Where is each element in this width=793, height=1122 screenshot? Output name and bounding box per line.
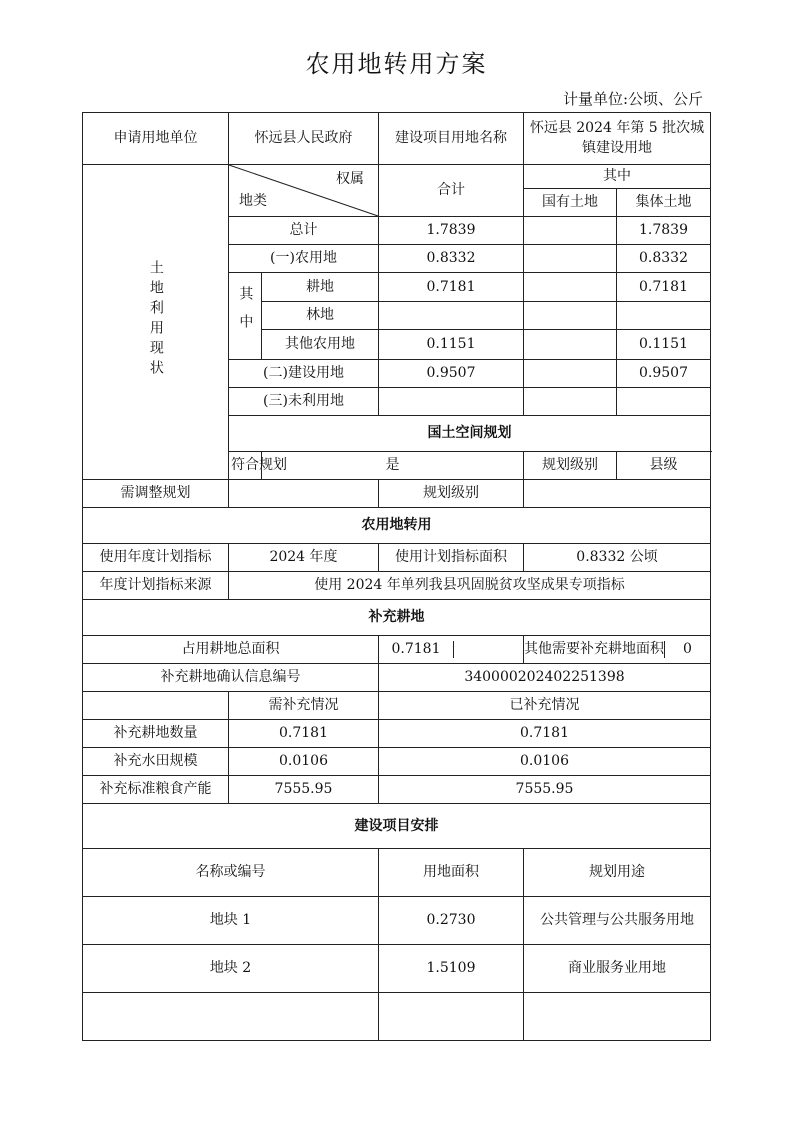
supplement-row-need: 0.7181: [229, 720, 379, 748]
confirm-value: 340000202402251398: [379, 664, 711, 692]
row-collective: 0.7181: [617, 273, 711, 302]
row-total: 0.1151: [379, 330, 524, 360]
row-collective: 1.7839: [617, 217, 711, 245]
row-name: (二)建设用地: [229, 360, 379, 388]
project-name: 地块 2: [83, 945, 379, 993]
conversion-section-title: 农用地转用: [83, 508, 711, 544]
row-state: [524, 360, 617, 388]
adjust-label: 需调整规划: [83, 480, 229, 508]
row-state: [524, 273, 617, 302]
project-area: [379, 993, 524, 1041]
unit-label: 计量单位:公顷、公斤: [562, 90, 703, 108]
row-total: 0.7181: [379, 273, 524, 302]
occupied-value: 0.7181: [379, 641, 454, 658]
supplement-row-name: 补充标准粮食产能: [83, 776, 229, 804]
project-value: 怀远县 2024 年第 5 批次城镇建设用地: [524, 113, 711, 165]
project-use: [524, 993, 711, 1041]
project-use: 商业服务业用地: [524, 945, 711, 993]
row-collective: [617, 302, 711, 330]
conversion-plan-table: [82, 112, 711, 1041]
supplement-row-done: 0.0106: [379, 748, 711, 776]
occupied-and-other-cell: [379, 636, 524, 664]
supplement-row-done: 7555.95: [379, 776, 711, 804]
row-name: (三)未利用地: [229, 388, 379, 416]
source-value: 使用 2024 年单列我县巩固脱贫攻坚成果专项指标: [229, 572, 711, 600]
projects-section-title: 建设项目安排: [83, 804, 711, 849]
planning-section-title: 国土空间规划: [229, 416, 711, 452]
supplement-row-name: 补充耕地数量: [83, 720, 229, 748]
applicant-label: 申请用地单位: [83, 113, 229, 165]
level-label: 规划级别: [524, 452, 617, 480]
supplement-section-title: 补充耕地: [83, 600, 711, 636]
col-area-header: 用地面积: [379, 849, 524, 897]
conform-value: 是: [262, 452, 524, 480]
plan-value: 2024 年度: [229, 544, 379, 572]
row-name: 林地: [262, 302, 379, 330]
supplement-row-need: 0.0106: [229, 748, 379, 776]
other-cell: [524, 636, 711, 664]
supplement-row-name: 补充水田规模: [83, 748, 229, 776]
row-name: 耕地: [262, 273, 379, 302]
row-name: 总计: [229, 217, 379, 245]
row-total: 0.9507: [379, 360, 524, 388]
level2-value: [524, 480, 711, 508]
need-header: 需补充情况: [229, 692, 379, 720]
project-use: 公共管理与公共服务用地: [524, 897, 711, 945]
area-label: 使用计划指标面积: [379, 544, 524, 572]
row-state: [524, 245, 617, 273]
occupied-label: 占用耕地总面积: [83, 636, 379, 664]
among-rows-label: 其中: [229, 273, 262, 360]
done-header: 已补充情况: [379, 692, 711, 720]
total-column-header: 合计: [379, 165, 524, 217]
project-area: 1.5109: [379, 945, 524, 993]
other-label: 其他需要补充耕地面积: [524, 641, 664, 658]
other-value: 0: [683, 641, 692, 658]
row-collective: 0.9507: [617, 360, 711, 388]
row-name: 其他农用地: [262, 330, 379, 360]
collective-land-header: 集体土地: [617, 189, 711, 217]
land-status-side-label: 土地利用现状: [83, 165, 229, 480]
project-name: 地块 1: [83, 897, 379, 945]
supplement-row-need: 7555.95: [229, 776, 379, 804]
adjust-value: [229, 480, 379, 508]
land-type-label: 地类: [239, 193, 267, 210]
plan-label: 使用年度计划指标: [83, 544, 229, 572]
confirm-label: 补充耕地确认信息编号: [83, 664, 379, 692]
row-state: [524, 302, 617, 330]
conform-label: 符合规划: [229, 452, 262, 480]
supplement-row-done: 0.7181: [379, 720, 711, 748]
diagonal-header-cell: [229, 165, 379, 217]
row-total: 0.8332: [379, 245, 524, 273]
page-title: 农用地转用方案: [305, 50, 488, 78]
ownership-label: 权属: [336, 171, 364, 187]
row-total: [379, 302, 524, 330]
row-total: 1.7839: [379, 217, 524, 245]
col-use-header: 规划用途: [524, 849, 711, 897]
row-name: (一)农用地: [229, 245, 379, 273]
row-total: [379, 388, 524, 416]
row-state: [524, 217, 617, 245]
row-state: [524, 330, 617, 360]
project-area: 0.2730: [379, 897, 524, 945]
row-collective: 0.1151: [617, 330, 711, 360]
source-label: 年度计划指标来源: [83, 572, 229, 600]
row-state: [524, 388, 617, 416]
col-name-header: 名称或编号: [83, 849, 379, 897]
state-land-header: 国有土地: [524, 189, 617, 217]
row-collective: 0.8332: [617, 245, 711, 273]
level-value: 县级: [617, 452, 711, 480]
level2-label: 规划级别: [379, 480, 524, 508]
area-value: 0.8332 公顷: [524, 544, 711, 572]
row-collective: [617, 388, 711, 416]
project-name: [83, 993, 379, 1041]
project-label: 建设项目用地名称: [379, 113, 524, 165]
applicant-value: 怀远县人民政府: [229, 113, 379, 165]
among-column-header: 其中: [524, 165, 711, 189]
